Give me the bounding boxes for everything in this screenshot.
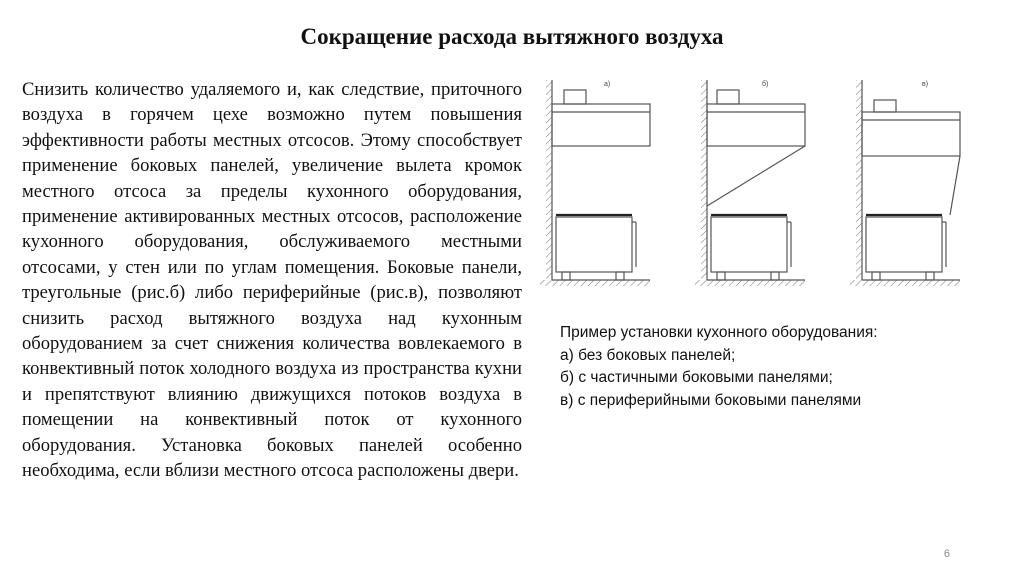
page-number: 6 bbox=[943, 548, 950, 560]
body-paragraph: Снизить количество удаляемого и, как следствие, приточного воздуха в горячем цехе возможно путем повышения эффективности работы местных отсосов. Этому способствует применение боковых панелей, увеличение вылета кромок местного отсоса за пределы кухонного оборудования, применение активированных местных отсосов, расположение кухонного оборудования, обслуживаемого местными отсосами, у стен или по углам помещения. Боковые панели, треугольные (рис.б) либо периферийные (рис.в), позволяют снизить расход вытяжного воздуха над кухонным оборудованием за счет снижения количества вовлекаемого в конвективный поток холодного воздуха из пространства кухни и препятствуют влиянию движущихся потоков воздуха в помещении на конвективный поток от кухонного оборудования. Установка боковых панелей особенно необходима, если вблизи местного отсоса расположены двери. bbox=[22, 79, 522, 482]
slide-title: Сокращение расхода вытяжного воздуха bbox=[300, 24, 724, 49]
hood-installation-figure bbox=[540, 72, 970, 300]
caption-line: б) с частичными боковыми панелями; bbox=[560, 369, 833, 386]
figure-label-a: а) bbox=[604, 81, 611, 88]
figure-caption bbox=[560, 322, 1000, 412]
figure-label-b: б) bbox=[762, 81, 769, 88]
hood-triangular-panels-diagram bbox=[695, 80, 805, 286]
caption-line: Пример установки кухонного оборудования: bbox=[560, 324, 878, 341]
caption-line: а) без боковых панелей; bbox=[560, 346, 736, 364]
figure-label-c: в) bbox=[922, 81, 929, 88]
hood-no-panels-diagram bbox=[540, 80, 650, 286]
caption-line: в) с периферийными боковыми панелями bbox=[560, 391, 862, 409]
hood-peripheral-panels-diagram bbox=[850, 80, 960, 286]
